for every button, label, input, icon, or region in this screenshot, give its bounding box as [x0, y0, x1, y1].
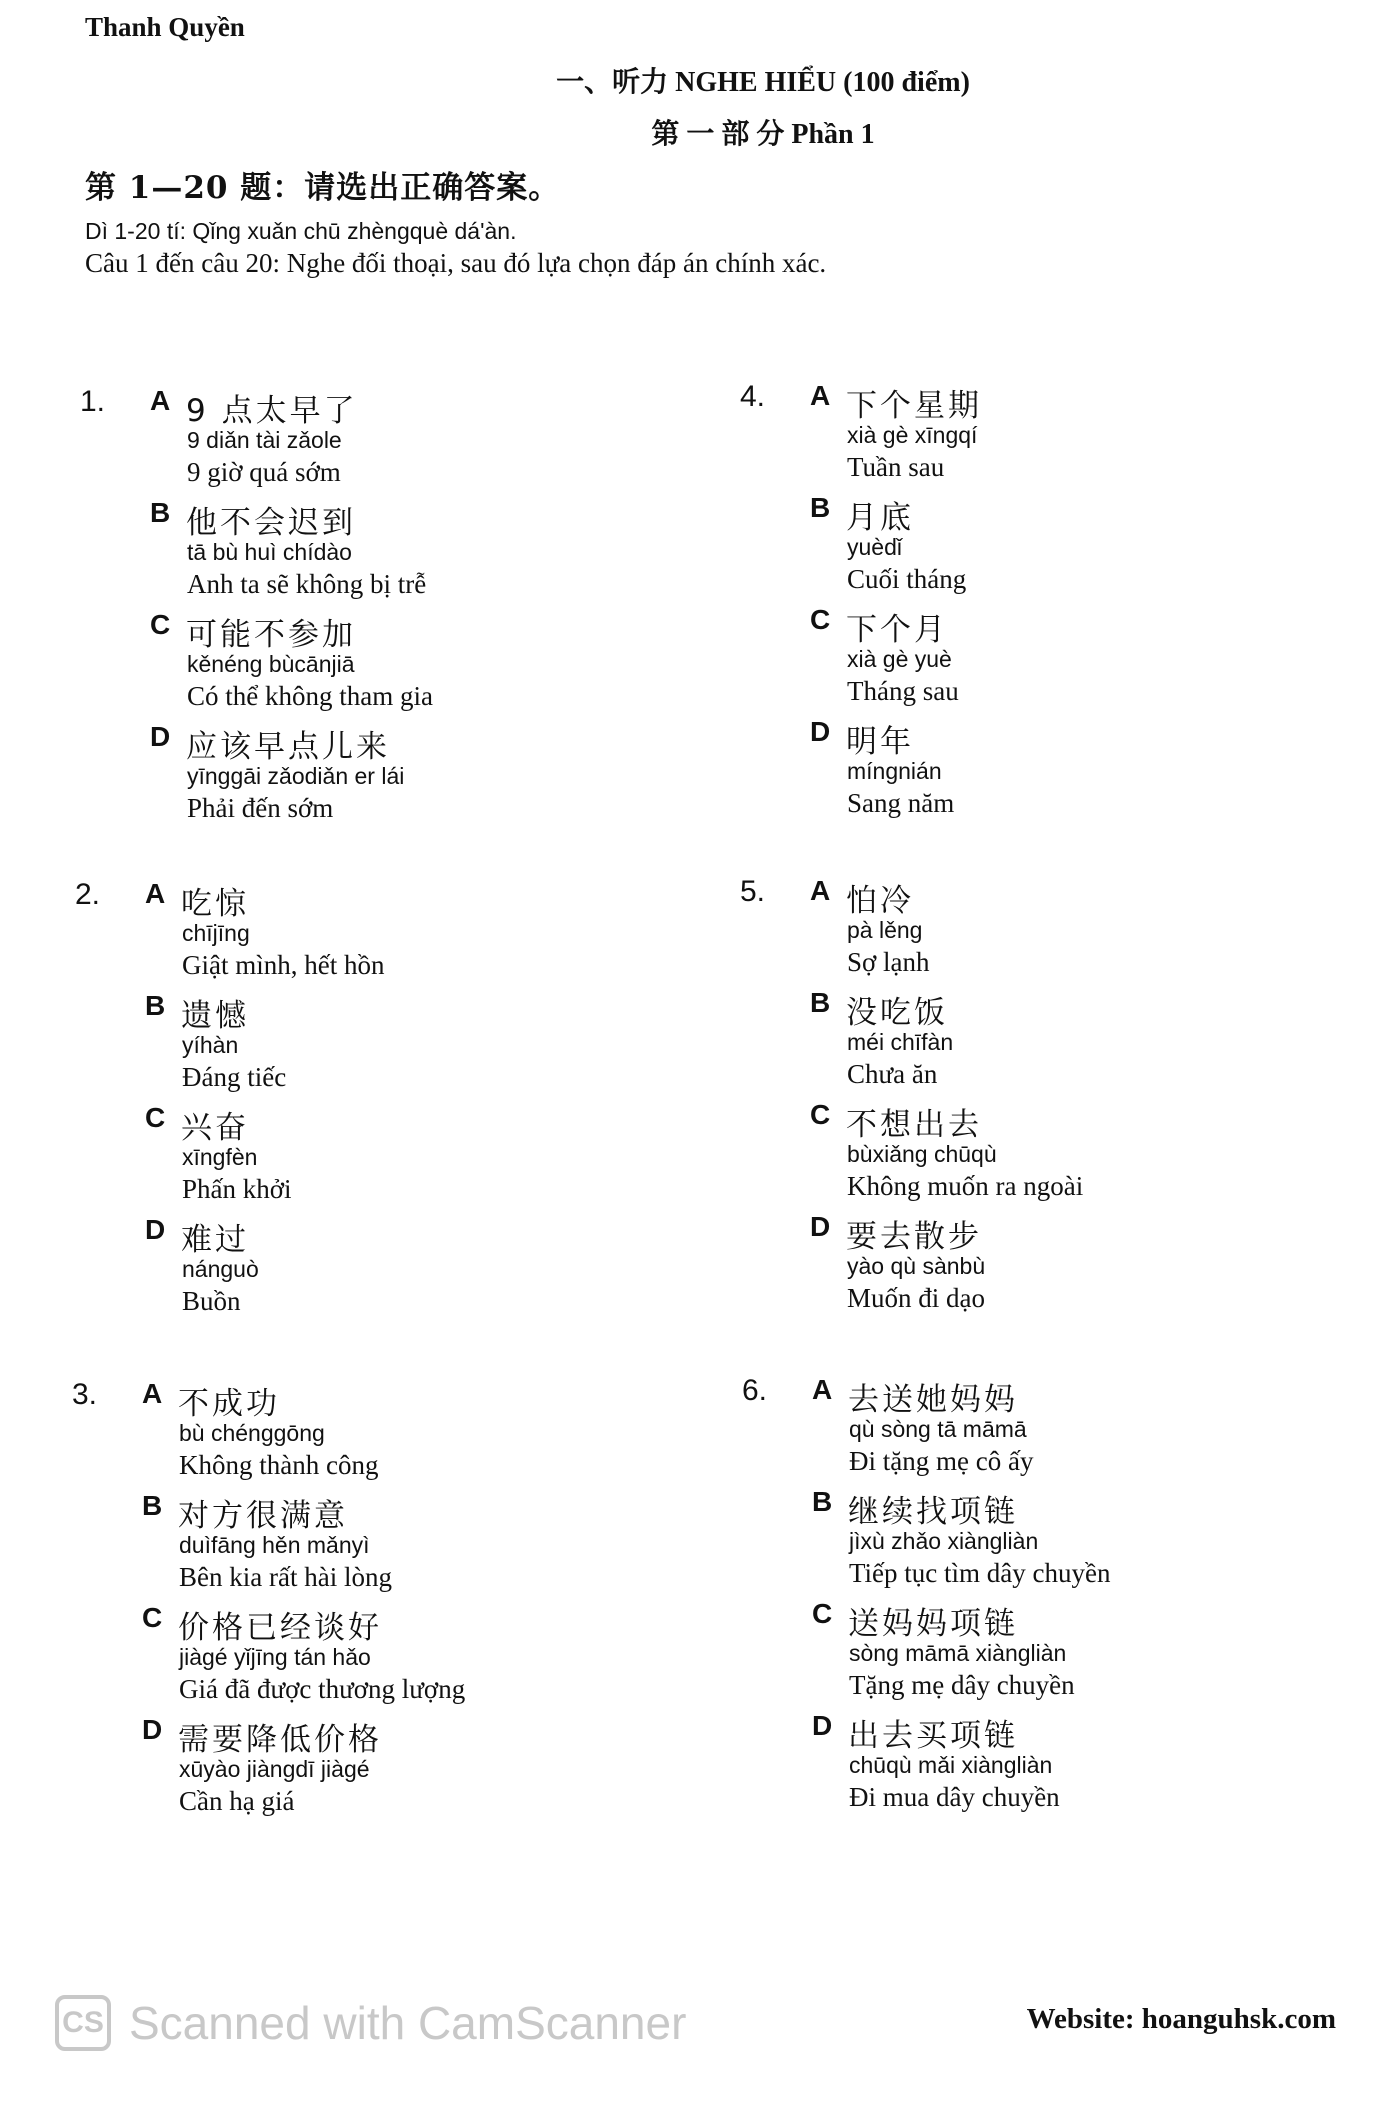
option-chinese: 兴奋 [181, 1110, 249, 1146]
part-title: 第 一 部 分 Phần 1 [651, 119, 875, 150]
option-chinese: 价格已经谈好 [178, 1610, 382, 1646]
option-chinese: 下个星期 [846, 388, 982, 424]
option-chinese: 不成功 [178, 1386, 280, 1422]
option-chinese: 送妈妈项链 [848, 1606, 1018, 1642]
camscanner-logo-icon: CS [55, 1995, 111, 2051]
option-letter: A [810, 380, 831, 411]
option-chinese: 月底 [846, 500, 914, 536]
option-pinyin: bùxiǎng chūqù [847, 1141, 997, 1167]
camscanner-text: Scanned with CamScanner [129, 1997, 687, 2049]
option-pinyin: chūqù mǎi xiàngliàn [849, 1752, 1053, 1778]
option-chinese: 不想出去 [846, 1107, 982, 1143]
option-letter: B [150, 497, 171, 528]
option-letter: A [150, 385, 171, 416]
question-number: 1. [80, 385, 106, 418]
question-number: 6. [742, 1374, 768, 1407]
option-vietnamese: Phấn khởi [182, 1174, 292, 1204]
option-letter: B [142, 1490, 163, 1521]
option-pinyin: nánguò [182, 1256, 259, 1282]
question-number: 4. [740, 380, 766, 413]
author-name: Thanh Quyền [85, 12, 245, 42]
option-pinyin: jìxù zhǎo xiàngliàn [849, 1528, 1039, 1554]
option-chinese: 遗憾 [181, 998, 249, 1034]
option-pinyin: bù chénggōng [179, 1420, 325, 1446]
option-vietnamese: Muốn đi dạo [847, 1283, 985, 1313]
instructions-chinese: 第 1—20 题：请选出正确答案。 [85, 170, 561, 206]
option-pinyin: xīngfèn [182, 1144, 258, 1170]
option-vietnamese: Cuối tháng [847, 564, 967, 594]
option-vietnamese: Không muốn ra ngoài [847, 1171, 1084, 1201]
option-chinese: 他不会迟到 [186, 505, 356, 541]
option-chinese: 吃惊 [181, 886, 249, 922]
option-chinese: 继续找项链 [848, 1494, 1018, 1530]
option-pinyin: jiàgé yǐjīng tán hǎo [179, 1644, 371, 1670]
option-chinese: 下个月 [846, 612, 948, 648]
option-letter: C [810, 604, 831, 635]
option-vietnamese: Sợ lạnh [847, 947, 930, 977]
option-pinyin: xià gè yuè [847, 646, 952, 672]
option-letter: B [812, 1486, 833, 1517]
option-vietnamese: Có thể không tham gia [187, 681, 433, 711]
option-vietnamese: Đi mua dây chuyền [849, 1782, 1060, 1812]
option-letter: C [145, 1102, 166, 1133]
option-chinese: 要去散步 [846, 1219, 982, 1255]
option-vietnamese: Tiếp tục tìm dây chuyền [849, 1558, 1111, 1588]
option-pinyin: yuèdǐ [847, 534, 902, 560]
option-vietnamese: Chưa ăn [847, 1059, 938, 1089]
option-chinese: 应该早点儿来 [186, 729, 390, 765]
option-letter: D [812, 1710, 833, 1741]
option-chinese: 需要降低价格 [178, 1722, 382, 1758]
option-letter: D [142, 1714, 163, 1745]
option-chinese: 出去买项链 [848, 1718, 1018, 1754]
instructions-pinyin: Dì 1-20 tí: Qǐng xuǎn chū zhèngquè dá'àn. [85, 218, 517, 244]
option-pinyin: chījīng [182, 920, 250, 946]
option-pinyin: kěnéng bùcānjiā [187, 651, 355, 677]
question-number: 2. [75, 878, 101, 911]
option-pinyin: yíhàn [182, 1032, 239, 1058]
option-chinese: 怕冷 [846, 883, 914, 919]
option-vietnamese: Tháng sau [847, 676, 959, 706]
option-letter: A [810, 875, 831, 906]
option-vietnamese: Cần hạ giá [179, 1786, 295, 1816]
option-chinese: 没吃饭 [846, 995, 948, 1031]
option-chinese: 明年 [846, 724, 914, 760]
option-vietnamese: 9 giờ quá sớm [187, 457, 341, 487]
option-pinyin: méi chīfàn [847, 1029, 954, 1055]
option-letter: C [150, 609, 171, 640]
option-letter: B [810, 987, 831, 1018]
option-vietnamese: Giá đã được thương lượng [179, 1674, 466, 1704]
option-letter: C [142, 1602, 163, 1633]
option-letter: D [810, 716, 831, 747]
option-pinyin: xià gè xīngqí [847, 422, 978, 448]
option-vietnamese: Phải đến sớm [187, 793, 334, 823]
option-letter: D [150, 721, 171, 752]
option-letter: D [810, 1211, 831, 1242]
option-pinyin: yào qù sànbù [847, 1253, 986, 1279]
option-letter: A [145, 878, 166, 909]
option-vietnamese: Đáng tiếc [182, 1062, 287, 1092]
option-letter: C [812, 1598, 833, 1629]
camscanner-watermark [55, 1995, 686, 2051]
option-pinyin: yīnggāi zǎodiǎn er lái [187, 763, 405, 789]
option-pinyin: qù sòng tā māmā [849, 1416, 1027, 1442]
option-pinyin: míngnián [847, 758, 942, 784]
section-title: 一、听力 NGHE HIỂU (100 điểm) [556, 67, 970, 98]
instructions-vietnamese: Câu 1 đến câu 20: Nghe đối thoại, sau đó lựa chọn đáp án chính xác. [85, 248, 827, 278]
option-letter: B [145, 990, 166, 1021]
option-chinese: 可能不参加 [186, 617, 356, 653]
option-letter: B [810, 492, 831, 523]
option-pinyin: 9 diǎn tài zǎole [187, 427, 342, 453]
option-letter: A [142, 1378, 163, 1409]
option-vietnamese: Bên kia rất hài lòng [179, 1562, 392, 1592]
option-pinyin: tā bù huì chídào [187, 539, 352, 565]
website-footer: Website: hoanguhsk.com [1026, 2003, 1336, 2035]
option-chinese: 去送她妈妈 [848, 1382, 1018, 1418]
option-chinese: 难过 [181, 1222, 249, 1258]
question-number: 5. [740, 875, 766, 908]
option-vietnamese: Đi tặng mẹ cô ấy [849, 1446, 1034, 1476]
option-pinyin: pà lěng [847, 917, 923, 943]
option-pinyin: duìfāng hěn mǎnyì [179, 1532, 370, 1558]
option-vietnamese: Tuần sau [847, 452, 945, 482]
question-number: 3. [72, 1378, 98, 1411]
option-pinyin: sòng māmā xiàngliàn [849, 1640, 1067, 1666]
option-chinese: 对方很满意 [178, 1498, 348, 1534]
option-vietnamese: Buồn [182, 1286, 241, 1316]
option-letter: D [145, 1214, 166, 1245]
option-vietnamese: Anh ta sẽ không bị trễ [187, 569, 427, 599]
option-pinyin: xūyào jiàngdī jiàgé [179, 1756, 370, 1782]
option-vietnamese: Sang năm [847, 788, 955, 818]
option-vietnamese: Không thành công [179, 1450, 379, 1480]
option-vietnamese: Tặng mẹ dây chuyền [849, 1670, 1075, 1700]
option-letter: A [812, 1374, 833, 1405]
option-vietnamese: Giật mình, hết hồn [182, 950, 385, 980]
option-letter: C [810, 1099, 831, 1130]
option-chinese: 9 点太早了 [186, 393, 358, 429]
